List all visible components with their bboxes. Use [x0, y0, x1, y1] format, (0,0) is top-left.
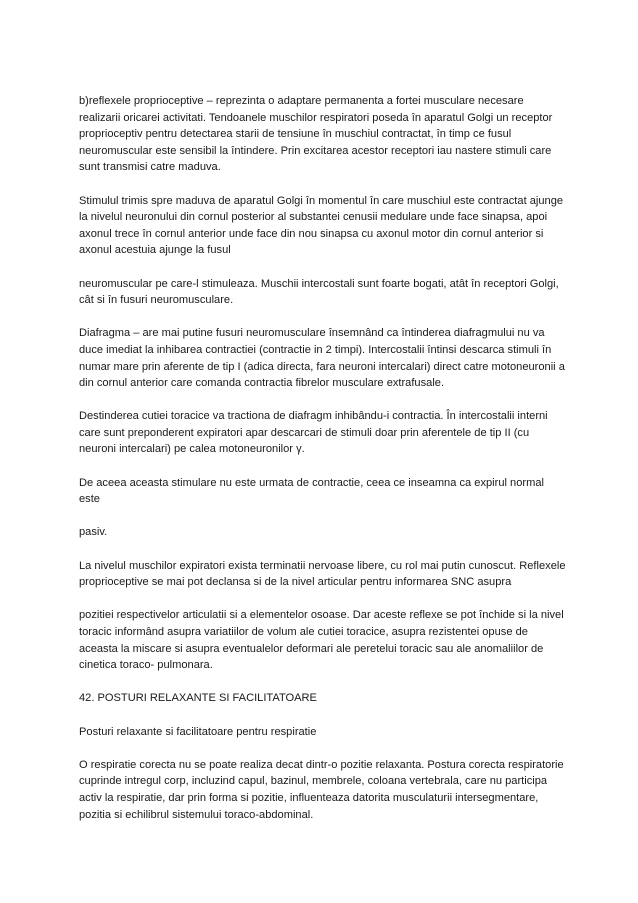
paragraph-articular-position: pozitiei respectivelor articulatii si a elementelor osoase. Dar aceste reflexe se pot închide si la nivel toracic informând asupra variatiilor de volum ale cutiei toracice, asupra rezistentei opuse de aceasta la miscare si asupra eventualelor deformari ale peretelui toracic sau ale anomaliilor de cinetica toraco- pulmonara.: [79, 609, 564, 672]
paragraph-diaphragm: Diafragma – are mai putine fusuri neuromusculare însemnând ca întinderea diafragmului nu va duce imediat la inhibarea contractiei (contractie in 2 timpi). Intercostalii întinsi descarca stimuli în numar mare prin aferente de tip I (adica directa, fara neuroni intercalari) direct catre motoneuronii a din cornul anterior care comanda contractia fibrelor musculare extrafusale.: [79, 327, 565, 390]
paragraph-thoracic-expansion: Destinderea cutiei toracice va tractiona de diafragm inhibându-i contractia. În intercostalii interni care sunt preponderent expiratori apar descarcari de stimuli doar prin aferentele de tip II (cu neuroni intercalari) pe calea motoneuronilor γ.: [79, 410, 548, 456]
paragraph-golgi-stimulus: Stimulul trimis spre maduva de aparatul Golgi în momentul în care muschiul este contractat ajunge la nivelul neuronului din cornul posterior al substantei cenusii medulare unde face sinapsa, apoi axonul trece în cornul anterior unde face din nou sinapsa cu axonul motor din cornul anterior si axonul acestuia ajunge la fusul: [79, 194, 564, 257]
paragraph-proprioceptive-reflexes: b)reflexele proprioceptive – reprezinta o adaptare permanenta a fortei musculare necesare realizarii oricarei activitati. Tendoanele muschilor respiratori poseda în aparatul Golgi un receptor proprioceptiv pentru detectarea starii de tensiune în muschiul contractat, în timp ce fusul neuromuscular este sensibil la întindere. Prin excitarea acestor receptori iau nastere stimuli care sunt transmisi catre maduva.: [79, 95, 553, 174]
paragraph-correct-breathing: O respiratie corecta nu se poate realiza decat dintr-o pozitie relaxanta. Postura corecta respiratorie cuprinde intregul corp, incluzind capul, bazinul, membrele, coloana vertebrala, care nu participa activ la respiratie, dar prin forma si pozitie, influenteaza datorita musculaturii intersegmentare, pozitia si echilibrul sistemului toraco-abdominal.: [79, 758, 564, 821]
paragraph-passive-expiration: De aceea aceasta stimulare nu este urmata de contractie, ceea ce inseamna ca expirul normal este: [79, 476, 544, 506]
paragraph-expiratory-muscles: La nivelul muschilor expiratori exista terminatii nervoase libere, cu rol mai putin cunoscut. Reflexele proprioceptive se mai pot declansa si de la nivel articular pentru informarea SNC asupra: [79, 559, 566, 589]
document-body: [79, 93, 567, 823]
paragraph-intercostal-muscles: neuromuscular pe care-l stimuleaza. Muschii intercostali sunt foarte bogati, atât în receptori Golgi, cât si în fusuri neuromusculare.: [79, 277, 559, 307]
section-heading: 42. POSTURI RELAXANTE SI FACILITATOARE: [79, 692, 317, 705]
section-subheading: Posturi relaxante si facilitatoare pentru respiratie: [79, 725, 317, 738]
paragraph-passive: pasiv.: [79, 526, 108, 539]
